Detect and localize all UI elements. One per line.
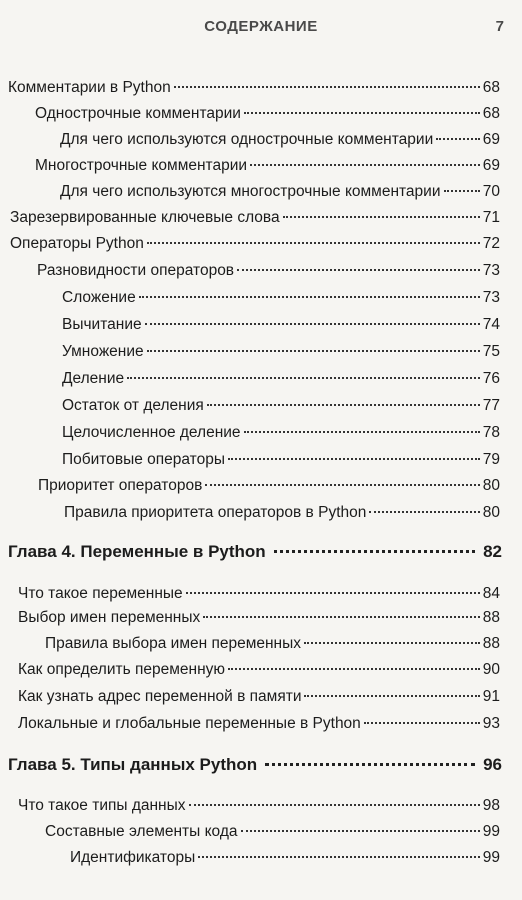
dot-leader xyxy=(186,592,480,594)
toc-entry xyxy=(8,78,500,98)
toc-entry xyxy=(70,848,500,868)
toc-entry-page: 68 xyxy=(482,79,500,96)
toc-entry xyxy=(64,503,500,523)
toc-entry-title: Побитовые операторы xyxy=(62,451,225,468)
toc-entry-title: Сложение xyxy=(62,289,136,306)
dot-leader xyxy=(203,616,480,618)
toc-entry xyxy=(62,396,500,416)
toc-entry xyxy=(45,822,500,842)
toc-entry-title: Целочисленное деление xyxy=(62,424,241,441)
toc-entry-page: 80 xyxy=(482,477,500,494)
toc-entry-title: Идентификаторы xyxy=(70,849,196,866)
toc-entry-title: Операторы Python xyxy=(10,235,144,252)
toc-chapter-page: 96 xyxy=(483,755,502,774)
toc-entry-title: Вычитание xyxy=(62,316,142,333)
toc-entry xyxy=(18,584,500,604)
dot-leader xyxy=(304,642,480,644)
toc-entry-page: 91 xyxy=(482,688,500,705)
toc-entry-title: Однострочные комментарии xyxy=(35,105,241,122)
toc-entry-title: Составные элементы кода xyxy=(45,823,238,840)
dot-leader xyxy=(139,296,480,298)
toc-entry-title: Для чего используются многострочные комментарии xyxy=(60,183,441,200)
toc-entry-title: Что такое типы данных xyxy=(18,797,186,814)
dot-leader xyxy=(444,190,480,192)
toc-entry-page: 68 xyxy=(482,105,500,122)
toc-entry xyxy=(60,182,500,202)
toc-entry-title: Локальные и глобальные переменные в Python xyxy=(18,715,361,732)
dot-leader xyxy=(250,164,480,166)
toc-entry-title: Остаток от деления xyxy=(62,397,204,414)
dot-leader xyxy=(228,458,480,460)
running-title: СОДЕРЖАНИЕ xyxy=(204,18,318,35)
toc-entry-title: Что такое переменные xyxy=(18,585,183,602)
dot-leader xyxy=(265,763,475,766)
toc-entry-page: 72 xyxy=(482,235,500,252)
toc-entry-page: 69 xyxy=(482,157,500,174)
dot-leader xyxy=(241,830,480,832)
toc-entry xyxy=(62,342,500,362)
toc-chapter xyxy=(8,542,502,562)
toc-chapter-page: 82 xyxy=(483,542,502,561)
toc-entry-page: 93 xyxy=(482,715,500,732)
toc-entry-page: 76 xyxy=(482,370,500,387)
toc-entry-page: 77 xyxy=(482,397,500,414)
toc-entry-page: 79 xyxy=(482,451,500,468)
toc-entry xyxy=(60,130,500,150)
toc-entry xyxy=(18,687,500,707)
dot-leader xyxy=(436,138,480,140)
toc-entry-page: 73 xyxy=(482,262,500,279)
toc-entry-title: Как определить переменную xyxy=(18,661,226,678)
toc-entry-title: Правила выбора имен переменных xyxy=(45,635,302,652)
toc-entry-page: 88 xyxy=(482,609,500,626)
dot-leader xyxy=(205,484,479,486)
toc-entry xyxy=(18,608,500,628)
dot-leader xyxy=(207,404,480,406)
toc-entry-page: 90 xyxy=(482,661,500,678)
toc-entry-title: Зарезервированные ключевые слова xyxy=(10,209,280,226)
dot-leader xyxy=(198,856,480,858)
toc-entry-page: 78 xyxy=(482,424,500,441)
page-header xyxy=(0,18,522,42)
toc-entry xyxy=(62,288,500,308)
toc-entry xyxy=(62,423,500,443)
toc-entry xyxy=(10,208,500,228)
toc-entry xyxy=(10,234,500,254)
page-number: 7 xyxy=(495,18,504,35)
toc-entry xyxy=(35,104,500,124)
toc-entry-page: 98 xyxy=(482,797,500,814)
dot-leader xyxy=(145,323,480,325)
dot-leader xyxy=(304,695,479,697)
dot-leader xyxy=(274,550,475,553)
toc-chapter-title: Глава 5. Типы данных Python xyxy=(8,755,258,774)
toc-entry-page: 69 xyxy=(482,131,500,148)
dot-leader xyxy=(189,804,480,806)
toc-chapter-title: Глава 4. Переменные в Python xyxy=(8,542,266,561)
toc-entry xyxy=(37,261,500,281)
toc-entry-page: 99 xyxy=(482,849,500,866)
toc-entry xyxy=(35,156,500,176)
toc-entry-page: 75 xyxy=(482,343,500,360)
dot-leader xyxy=(228,668,480,670)
dot-leader xyxy=(283,216,480,218)
toc-entry xyxy=(38,476,500,496)
toc-entry xyxy=(18,714,500,734)
toc-entry-title: Как узнать адрес переменной в памяти xyxy=(18,688,302,705)
dot-leader xyxy=(244,431,480,433)
toc-entry-page: 70 xyxy=(482,183,500,200)
toc-entry-page: 84 xyxy=(482,585,500,602)
toc-entry-page: 80 xyxy=(482,504,500,521)
toc-entry-page: 71 xyxy=(482,209,500,226)
toc-entry xyxy=(45,634,500,654)
toc-entry-page: 74 xyxy=(482,316,500,333)
toc-entry-title: Умножение xyxy=(62,343,144,360)
toc-chapter xyxy=(8,755,502,775)
dot-leader xyxy=(244,112,480,114)
toc-entry-page: 99 xyxy=(482,823,500,840)
toc-entry-title: Деление xyxy=(62,370,125,387)
toc-entry xyxy=(62,315,500,335)
toc-entry-title: Разновидности операторов xyxy=(37,262,235,279)
toc-entry-title: Комментарии в Python xyxy=(8,79,171,96)
toc-entry-title: Многострочные комментарии xyxy=(35,157,248,174)
toc-entry xyxy=(18,660,500,680)
toc-entry xyxy=(62,369,500,389)
dot-leader xyxy=(237,269,480,271)
toc-entry-page: 88 xyxy=(482,635,500,652)
toc-entry-title: Приоритет операторов xyxy=(38,477,203,494)
toc-entry-title: Для чего используются однострочные комментарии xyxy=(60,131,434,148)
toc-entry xyxy=(62,450,500,470)
toc-entry xyxy=(18,796,500,816)
toc-entry-title: Правила приоритета операторов в Python xyxy=(64,504,367,521)
toc-entry-title: Выбор имен переменных xyxy=(18,609,201,626)
dot-leader xyxy=(364,722,480,724)
dot-leader xyxy=(174,86,480,88)
dot-leader xyxy=(369,511,479,513)
dot-leader xyxy=(147,242,480,244)
dot-leader xyxy=(127,377,480,379)
dot-leader xyxy=(147,350,480,352)
toc-entry-page: 73 xyxy=(482,289,500,306)
